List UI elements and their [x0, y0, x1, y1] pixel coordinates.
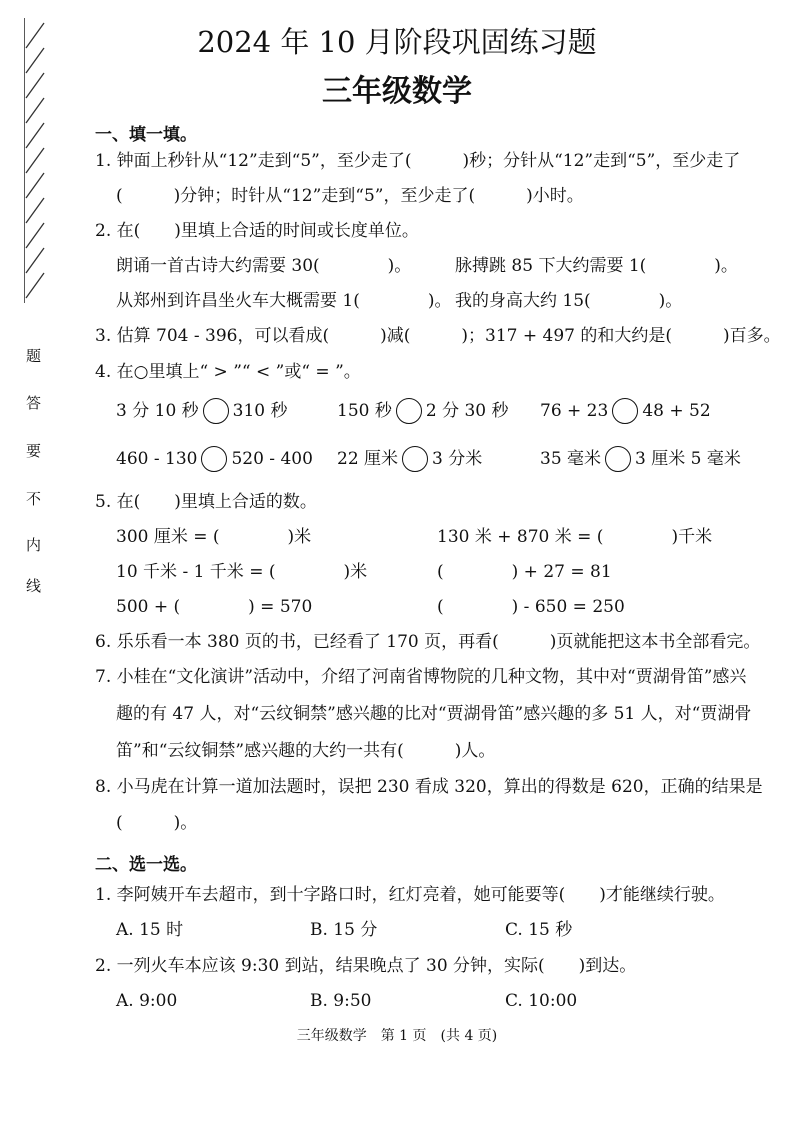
question-3: 3. 估算 704 - 396，可以看成( )减( )；317 + 497 的和大约是( )百多。	[95, 326, 781, 346]
question-1-line-1: 1. 钟面上秒针从“12”走到“5”，至少走了( )秒；分针从“12”走到“5”，至少走了	[95, 151, 741, 171]
compare-item	[540, 446, 741, 472]
compare-item	[540, 398, 711, 424]
question-2-item-d: 我的身高大约 15( )。	[455, 291, 683, 311]
page-subtitle: 三年级数学	[322, 74, 472, 109]
question-7-line-3: 笛”和“云纹铜禁”感兴趣的大约一共有( )人。	[116, 741, 496, 761]
question-5-stem: 5. 在( )里填上合适的数。	[95, 492, 317, 512]
question-2-item-b: 脉搏跳 85 下大约需要 1( )。	[455, 256, 738, 276]
choice-option[interactable]: A. 9:00	[116, 991, 178, 1011]
compare-item	[116, 446, 313, 472]
compare-circle[interactable]	[203, 398, 229, 424]
compare-circle[interactable]	[201, 446, 227, 472]
question-5-item-d: ( ) + 27 = 81	[437, 562, 612, 582]
question-5-item-f: ( ) - 650 = 250	[437, 597, 625, 617]
choice-option[interactable]: B. 15 分	[310, 920, 378, 940]
compare-left: 76 + 23	[540, 401, 609, 421]
page-title: 2024 年 10 月阶段巩固练习题	[197, 25, 597, 59]
margin-char: 线	[26, 577, 42, 595]
question-5-item-c: 10 千米 - 1 千米 = ( )米	[116, 562, 368, 582]
margin-char: 答	[26, 394, 42, 412]
compare-left: 460 - 130	[116, 449, 198, 469]
question-6: 6. 乐乐看一本 380 页的书，已经看了 170 页，再看( )页就能把这本书全部看完。	[95, 632, 761, 652]
question-2-item-a: 朗诵一首古诗大约需要 30( )。	[116, 256, 412, 276]
question-4-stem: 4. 在○里填上“ > ”“ < ”或“ = ”。	[95, 362, 361, 382]
compare-circle[interactable]	[402, 446, 428, 472]
choice-option[interactable]: C. 15 秒	[505, 920, 573, 940]
compare-right: 2 分 30 秒	[425, 401, 509, 421]
question-5-item-b: 130 米 + 870 米 = ( )千米	[437, 527, 713, 547]
compare-circle[interactable]	[612, 398, 638, 424]
compare-left: 150 秒	[337, 401, 392, 421]
question-1-line-2: ( )分钟；时针从“12”走到“5”，至少走了( )小时。	[116, 186, 584, 206]
choice-option[interactable]: C. 10:00	[505, 991, 578, 1011]
compare-item	[116, 398, 288, 424]
question-5-item-e: 500 + ( ) = 570	[116, 597, 313, 617]
compare-right: 48 + 52	[642, 401, 711, 421]
compare-left: 3 分 10 秒	[116, 401, 199, 421]
compare-left: 22 厘米	[337, 449, 399, 469]
choice-option[interactable]: A. 15 时	[116, 920, 184, 940]
question-8-line-2: ( )。	[116, 813, 198, 833]
choice-question-2-stem: 2. 一列火车本应该 9:30 到站，结果晚点了 30 分钟，实际( )到达。	[95, 956, 637, 976]
question-7-line-1: 7. 小桂在“文化演讲”活动中，介绍了河南省博物院的几种文物，其中对“贾湖骨笛”感兴	[95, 667, 747, 687]
compare-item	[337, 398, 509, 424]
section-heading-fill: 一、填一填。	[95, 125, 197, 145]
margin-char: 内	[26, 536, 42, 554]
compare-right: 3 分米	[432, 449, 483, 469]
margin-char: 要	[26, 442, 42, 460]
margin-char: 不	[26, 490, 42, 508]
page-footer: 三年级数学 第 1 页 (共 4 页)	[296, 1028, 498, 1044]
question-2-stem: 2. 在( )里填上合适的时间或长度单位。	[95, 221, 419, 241]
compare-circle[interactable]	[396, 398, 422, 424]
compare-right: 520 - 400	[231, 449, 313, 469]
choice-question-1-stem: 1. 李阿姨开车去超市，到十字路口时，红灯亮着，她可能要等( )才能继续行驶。	[95, 885, 725, 905]
question-8-line-1: 8. 小马虎在计算一道加法题时，误把 230 看成 320，算出的得数是 620，正确的结果是	[95, 777, 763, 797]
compare-circle[interactable]	[605, 446, 631, 472]
compare-right: 3 厘米 5 毫米	[635, 449, 741, 469]
question-2-item-c: 从郑州到许昌坐火车大概需要 1( )。	[116, 291, 452, 311]
question-5-item-a: 300 厘米 = ( )米	[116, 527, 312, 547]
compare-item	[337, 446, 482, 472]
compare-left: 35 毫米	[540, 449, 602, 469]
question-7-line-2: 趣的有 47 人，对“云纹铜禁”感兴趣的比对“贾湖骨笛”感兴趣的多 51 人，对“贾湖骨	[116, 704, 752, 724]
section-heading-choice: 二、选一选。	[95, 855, 197, 875]
margin-char: 题	[26, 347, 42, 365]
compare-right: 310 秒	[232, 401, 288, 421]
choice-option[interactable]: B. 9:50	[310, 991, 372, 1011]
